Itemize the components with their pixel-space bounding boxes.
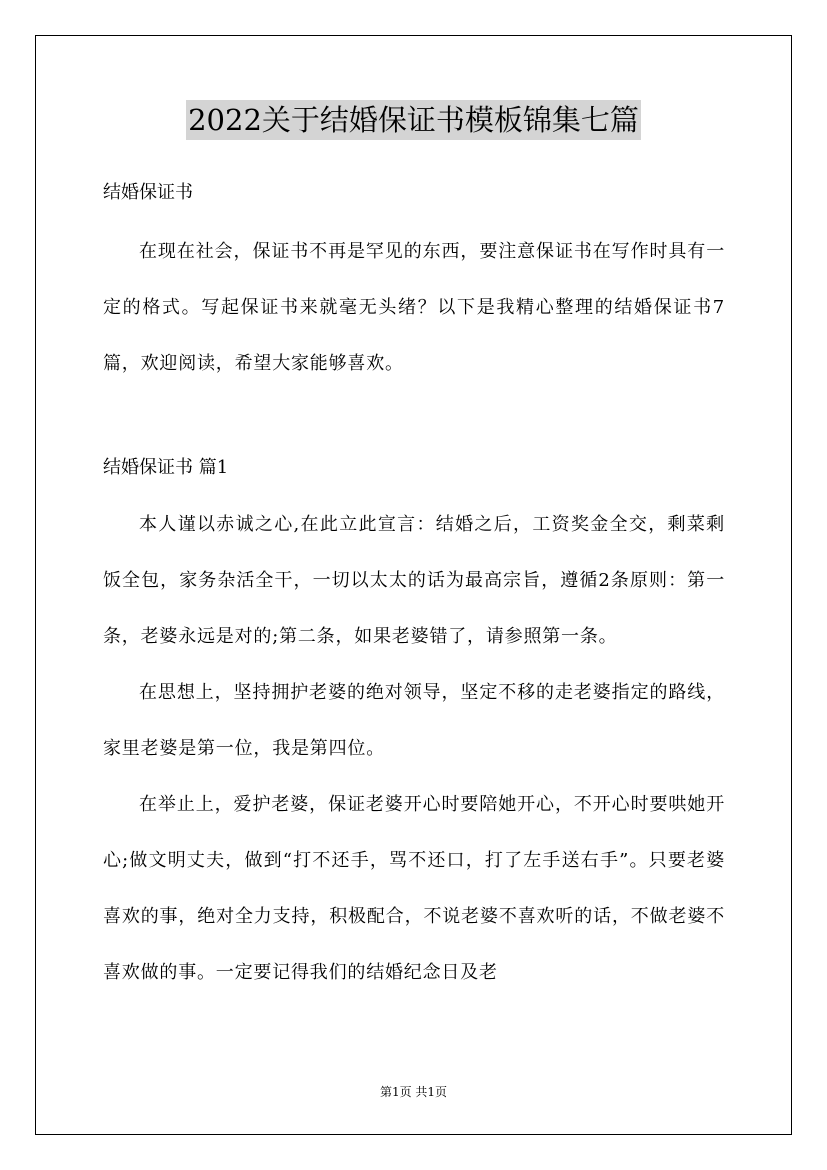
paragraph: 在举止上，爱护老婆，保证老婆开心时要陪她开心，不开心时要哄她开心;做文明丈夫，做到“打不还手，骂不还口，打了左手送右手”。只要老婆喜欢的事，绝对全力支持，积极配合，不说老婆不喜欢听的话，不做老婆不喜欢做的事。一定要记得我们的结婚纪念日及老: [103, 794, 725, 983]
paragraph: 在现在社会，保证书不再是罕见的东西，要注意保证书在写作时具有一定的格式。写起保证书来就毫无头绪？以下是我精心整理的结婚保证书7篇，欢迎阅读，希望大家能够喜欢。: [103, 241, 725, 374]
title-area: [0, 100, 827, 140]
paragraph: 在思想上，坚持拥护老婆的绝对领导，坚定不移的走老婆指定的路线，家里老婆是第一位，我是第四位。: [103, 682, 725, 759]
paragraph: 本人谨以赤诚之心,在此立此宣言：结婚之后，工资奖金全交，剩菜剩饭全包，家务杂活全干，一切以太太的话为最高宗旨，遵循2条原则：第一条，老婆永远是对的;第二条，如果老婆错了，请参照第一条。: [103, 514, 725, 647]
document-body: [103, 175, 725, 1001]
section-heading: 结婚保证书: [103, 182, 193, 203]
section-heading: 结婚保证书 篇1: [103, 457, 229, 478]
page-footer: 第1页 共1页: [379, 1085, 448, 1099]
document-title: 2022关于结婚保证书模板锦集七篇: [186, 100, 641, 140]
